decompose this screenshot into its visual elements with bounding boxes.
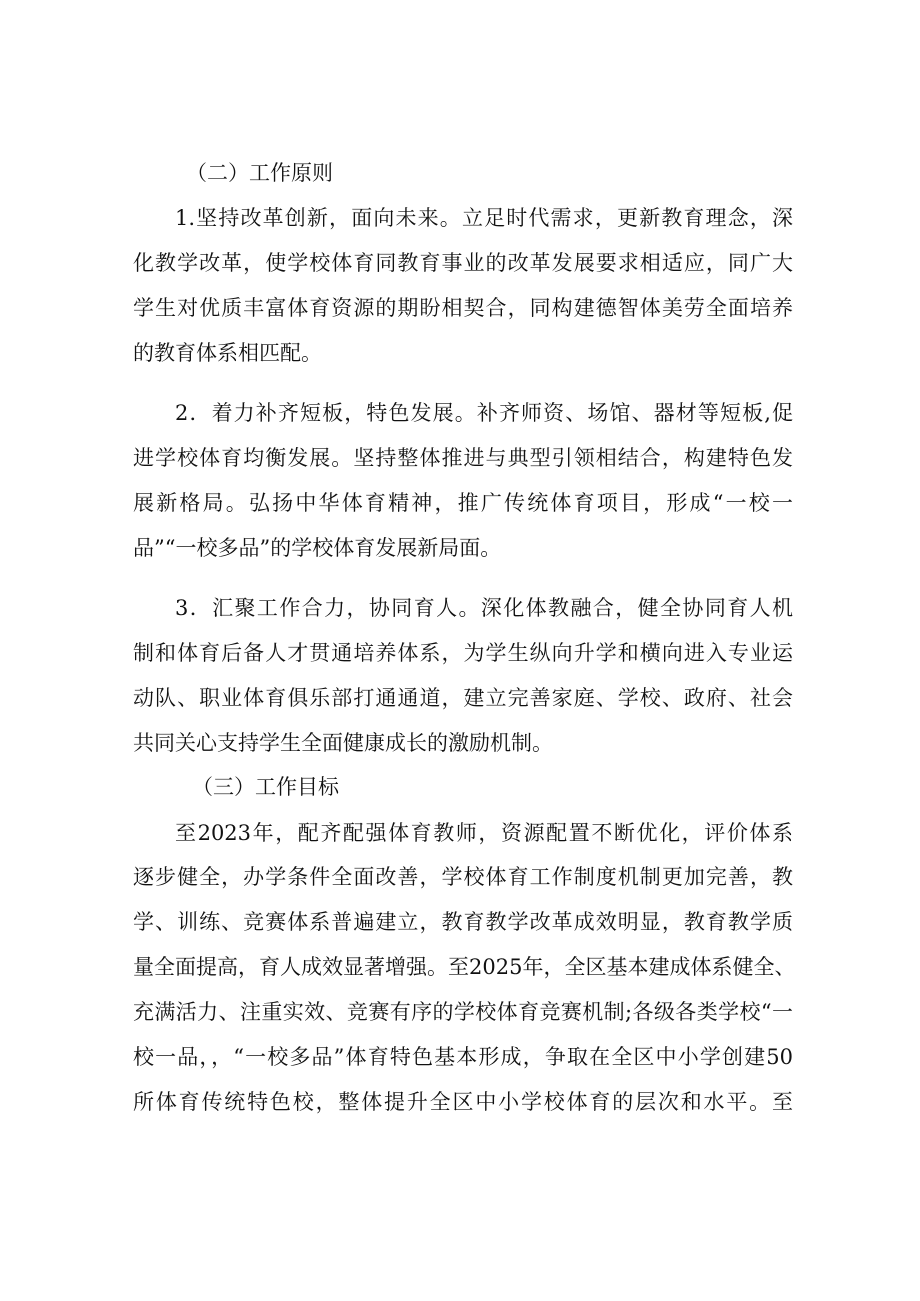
paragraph-1-line-2: 化教学改革，使学校体育同教育事业的改革发展要求相适应，同广大: [133, 251, 793, 275]
paragraph-3-line-2: 制和体育后备人才贯通培养体系，为学生纵向升学和横向进入专业运: [133, 641, 793, 665]
paragraph-4-line-1: 至2023年，配齐配强体育教师，资源配置不断优化，评价体系: [175, 821, 793, 845]
paragraph-1-line-1: 1.坚持改革创新，面向未来。立足时代需求，更新教育理念，深: [175, 206, 793, 230]
paragraph-3-line-1: 3．汇聚工作合力，协同育人。深化体教融合，健全协同育人机: [175, 596, 793, 620]
section-heading-principles: （二）工作原则: [186, 161, 333, 185]
paragraph-4-line-6: 校一品，，“一校多品”体育特色基本形成，争取在全区中小学创建50: [133, 1045, 793, 1069]
paragraph-2-line-3: 展新格局。弘扬中华体育精神，推广传统体育项目，形成“一校一: [133, 491, 793, 515]
paragraph-3-line-3: 动队、职业体育俱乐部打通通道，建立完善家庭、学校、政府、社会: [133, 686, 793, 710]
paragraph-4-line-4: 量全面提高，育人成效显著增强。至2025年，全区基本建成体系健全、: [133, 955, 796, 979]
paragraph-2-line-2: 进学校体育均衡发展。坚持整体推进与典型引领相结合，构建特色发: [133, 446, 793, 470]
paragraph-4-line-7: 所体育传统特色校，整体提升全区中小学校体育的层次和水平。至: [133, 1090, 793, 1114]
paragraph-2-line-1: 2．着力补齐短板，特色发展。补齐师资、场馆、器材等短板,促: [175, 401, 793, 425]
paragraph-4-line-3: 学、训练、竞赛体系普遍建立，教育教学改革成效明显，教育教学质: [133, 910, 793, 934]
paragraph-4-line-5: 充满活力、注重实效、竞赛有序的学校体育竞赛机制;各级各类学校“一: [133, 1000, 793, 1024]
section-heading-goals: （三）工作目标: [192, 775, 339, 799]
paragraph-3-line-4: 共同关心支持学生全面健康成长的激励机制。: [133, 731, 553, 755]
paragraph-4-line-2: 逐步健全，办学条件全面改善，学校体育工作制度机制更加完善，教: [133, 865, 793, 889]
paragraph-1-line-4: 的教育体系相匹配。: [133, 341, 322, 365]
paragraph-1-line-3: 学生对优质丰富体育资源的期盼相契合，同构建德智体美劳全面培养: [133, 296, 793, 320]
paragraph-2-line-4: 品”“一校多品”的学校体育发展新局面。: [133, 536, 502, 560]
